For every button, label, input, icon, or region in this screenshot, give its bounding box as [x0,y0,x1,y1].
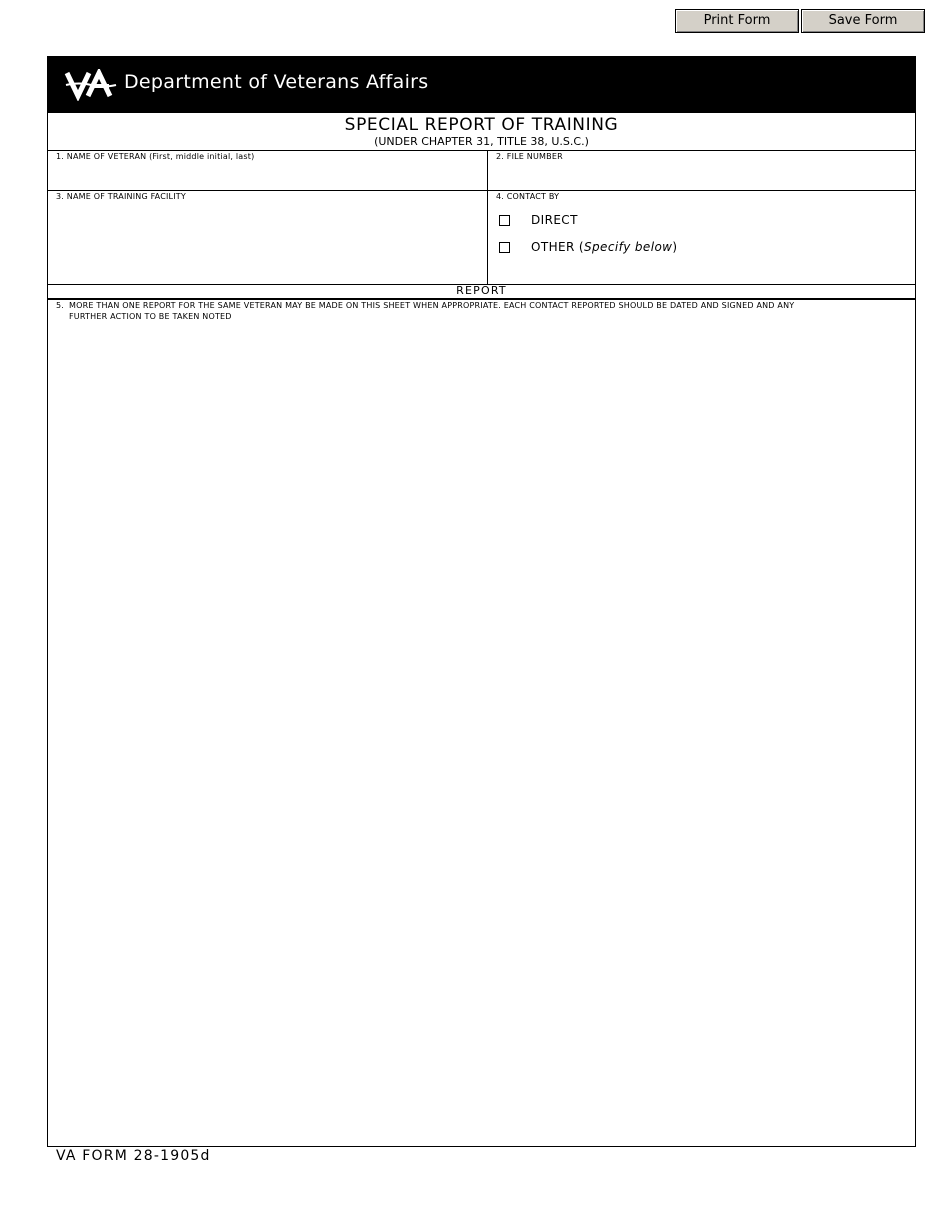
file-number-label: 2. FILE NUMBER [496,152,563,161]
contact-cell [488,190,915,284]
facility-label: 3. NAME OF TRAINING FACILITY [56,192,186,201]
veteran-name-input[interactable] [56,164,479,188]
form-number: VA FORM 28-1905d [56,1148,211,1164]
facility-input[interactable] [56,204,479,278]
report-instructions: 5. MORE THAN ONE REPORT FOR THE SAME VETERAN MAY BE MADE ON THIS SHEET WHEN APPROPRIATE. EACH CONTACT REPORTED SHOULD BE DATED AND SIGNED AND ANY FURTHER ACTION TO BE TAKEN NOTED [56,301,795,321]
form-header [48,57,915,113]
va-form [47,56,916,1147]
form-title: SPECIAL REPORT OF TRAINING [344,115,619,135]
form-subtitle: (UNDER CHAPTER 31, TITLE 38, U.S.C.) [374,135,589,148]
veteran-name-label: 1. NAME OF VETERAN (First, middle initial, last) [56,152,255,161]
veteran-name-cell [48,150,488,190]
form-title-block [48,113,915,151]
contact-label: 4. CONTACT BY [496,192,560,201]
row-facility-contact [48,190,915,285]
report-area [48,300,915,1146]
row-name-file [48,150,915,191]
report-input[interactable] [56,326,907,1138]
file-number-cell [488,150,915,190]
department-name: Department of Veterans Affairs [124,71,429,93]
file-number-input[interactable] [496,164,907,188]
direct-checkbox[interactable] [499,215,510,226]
report-section-header: REPORT [48,284,915,300]
va-logo-icon [64,69,118,101]
print-form-button[interactable]: Print Form [675,9,799,33]
save-form-button[interactable]: Save Form [801,9,925,33]
direct-label: DIRECT [531,213,578,227]
other-label: OTHER (Specify below) [531,240,678,254]
facility-cell [48,190,488,284]
other-checkbox[interactable] [499,242,510,253]
